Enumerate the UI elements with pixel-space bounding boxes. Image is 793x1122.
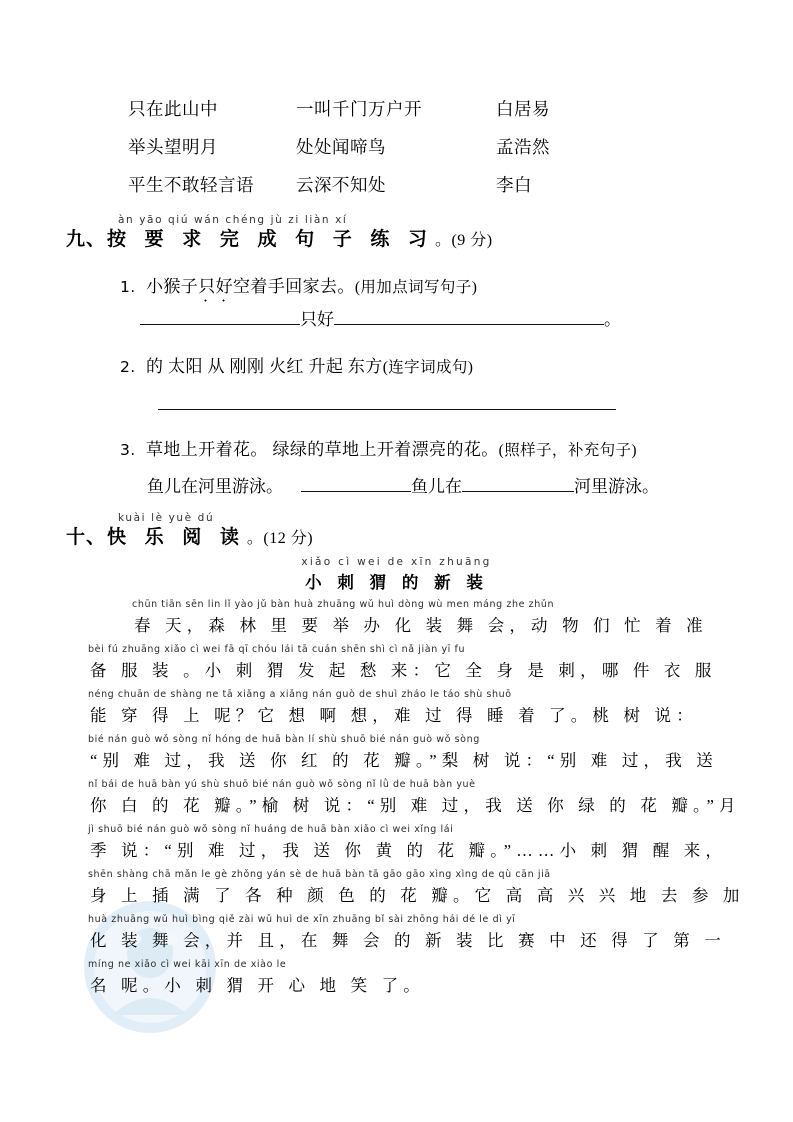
poem-middle-text: 云深不知处 xyxy=(296,175,386,195)
question-3-fixed-word: 鱼儿在 xyxy=(411,477,462,496)
question-1-period: 。 xyxy=(604,310,621,329)
question-3-text: 草地上开着花。 绿绿的草地上开着漂亮的花。 xyxy=(146,440,499,459)
story-title: 小 刺 猬 的 新 装 xyxy=(305,573,488,592)
section-nine-pinyin: àn yāo qiú wán chéng jù zi liàn xí xyxy=(118,214,348,226)
poem-row xyxy=(128,172,688,210)
question-1-blank-a[interactable] xyxy=(140,307,300,325)
poem-author-text: 孟浩然 xyxy=(496,137,550,157)
passage-line-text: 身 上 插 满 了 各 种 颜 色 的 花 瓣。它 高 高 兴 兴 地 去 参 加 xyxy=(90,886,745,905)
poem-row xyxy=(128,134,688,172)
question-1-dotted-words: 只好 xyxy=(198,272,233,297)
question-3-tail-text: 河里游泳。 xyxy=(574,477,659,496)
passage-line-pinyin: bèi fú zhuāng xiǎo cì wei fā qī chóu lái tā cuán shēn shì cì nǎ jiàn yī fu xyxy=(88,644,466,655)
question-item-1 xyxy=(120,272,760,297)
question-2-blank[interactable] xyxy=(158,392,616,410)
passage-line xyxy=(86,598,711,643)
question-3-answer-row xyxy=(147,472,787,497)
passage-line-pinyin: bié nán guò wǒ sòng nǐ hóng de huā bàn lí shù shuō bié nán guò wǒ sòng xyxy=(88,734,480,745)
passage-line xyxy=(86,823,728,868)
section-ten-number: 十、 xyxy=(66,526,107,548)
poem-left-text: 平生不敢轻言语 xyxy=(128,175,254,195)
section-nine-title: 按 要 求 完 成 句 子 练 习 xyxy=(107,228,433,250)
question-1-text-after: 空着手回家去。 xyxy=(233,277,355,296)
section-ten-pinyin: kuài lè yuè dú xyxy=(118,512,215,524)
poem-author-text: 李白 xyxy=(496,175,532,195)
poem-row xyxy=(128,96,688,134)
question-2-answer-row xyxy=(158,392,793,410)
question-1-fixed-word: 只好 xyxy=(300,310,334,329)
question-1-number: 1. xyxy=(120,278,136,296)
passage-line-text: 名 呢。小 刺 猬 开 心 地 笑 了。 xyxy=(90,976,425,995)
passage-line-text: 化 装 舞 会，并 且，在 舞 会 的 新 装 比 赛 中 还 得 了 第 一 xyxy=(90,931,726,950)
passage-line xyxy=(86,868,745,913)
poem-middle-text: 处处闻啼鸟 xyxy=(296,137,386,157)
passage-line-text: “别 难 过，我 送 你 红 的 花 瓣。”梨 树 说：“别 难 过，我 送 xyxy=(90,751,718,770)
question-3-hint: (照样子，补充句子) xyxy=(498,442,637,459)
question-3-blank-a[interactable] xyxy=(301,474,411,492)
question-1-blank-b[interactable] xyxy=(334,307,604,325)
passage-line-text: 你 白 的 花 瓣。”榆 树 说：“别 难 过，我 送 你 绿 的 花 瓣。”月 xyxy=(90,796,741,815)
section-ten-title: 快 乐 阅 读 xyxy=(107,526,245,548)
passage-line xyxy=(86,688,711,733)
story-passage xyxy=(86,598,745,1003)
section-heading-nine xyxy=(66,214,766,248)
passage-line-text: 季 说：“别 难 过，我 送 你 黄 的 花 瓣。”……小 刺 猬 醒 来， xyxy=(90,841,728,860)
question-3-example: 鱼儿在河里游泳。 xyxy=(147,477,283,496)
passage-line xyxy=(86,643,717,688)
passage-line-pinyin: néng chuān de shàng ne tā xiǎng a xiǎng nán guò de shuì zháo le táo shù shuō xyxy=(88,689,512,700)
passage-line-pinyin: jì shuō bié nán guò wǒ sòng nǐ huáng de huā bàn xiǎo cì wei xǐng lái xyxy=(88,824,454,835)
section-heading-ten xyxy=(66,512,766,546)
poem-matching-block xyxy=(128,96,688,210)
passage-line-text: 备 服 装 。小 刺 猬 发 起 愁 来：它 全 身 是 刺，哪 件 衣 服 xyxy=(90,661,717,680)
question-2-text: 的 太阳 从 刚刚 火红 升起 东方 xyxy=(146,357,383,376)
passage-line-pinyin: míng ne xiǎo cì wei kāi xīn de xiào le xyxy=(88,959,287,970)
section-ten-score: 。(12 分) xyxy=(246,530,314,547)
passage-line-pinyin: huà zhuāng wǔ huì bìng qiě zài wǔ huì de xīn zhuāng bǐ sài zhōng hái dé le dì yī xyxy=(88,914,516,925)
question-3-number: 3. xyxy=(120,441,136,459)
passage-line-pinyin: nǐ bái de huā bàn yú shù shuō bié nán guò wǒ sòng nǐ lǜ de huā bàn yuè xyxy=(88,779,476,790)
poem-left-text: 只在此山中 xyxy=(128,99,218,119)
passage-line xyxy=(86,733,718,778)
question-3-blank-b[interactable] xyxy=(462,474,574,492)
passage-line xyxy=(86,958,711,1003)
poem-author-text: 白居易 xyxy=(496,99,550,119)
passage-line-pinyin: shēn shàng chā mǎn le gè zhǒng yán sè de huā bàn tā gāo gāo xìng xìng de qù cān jiā xyxy=(88,869,551,880)
story-title-block xyxy=(0,556,793,593)
passage-line-pinyin: chūn tiān sēn lin lǐ yào jǔ bàn huà zhuāng wǔ huì dòng wù men máng zhe zhǔn xyxy=(132,599,555,610)
passage-line xyxy=(86,778,741,823)
question-item-3 xyxy=(120,435,760,460)
question-item-2 xyxy=(120,352,760,377)
passage-line xyxy=(86,913,726,958)
story-title-pinyin: xiǎo cì wei de xīn zhuāng xyxy=(301,556,492,568)
section-nine-number: 九、 xyxy=(66,228,107,250)
poem-left-text: 举头望明月 xyxy=(128,137,218,157)
question-1-text-before: 小猴子 xyxy=(146,277,199,296)
question-2-number: 2. xyxy=(120,358,136,376)
passage-line-text: 春 天，森 林 里 要 举 办 化 装 舞 会，动 物 们 忙 着 准 xyxy=(134,616,708,635)
passage-line-text: 能 穿 得 上 呢？它 想 啊 想，难 过 得 睡 着 了。桃 树 说： xyxy=(90,706,698,725)
question-2-hint: (连字词成句) xyxy=(382,359,474,376)
poem-middle-text: 一叫千门万户开 xyxy=(296,99,422,119)
section-nine-score: 。(9 分) xyxy=(434,232,493,249)
question-1-answer-row xyxy=(140,305,780,330)
question-1-hint: (用加点词写句子) xyxy=(354,279,478,296)
